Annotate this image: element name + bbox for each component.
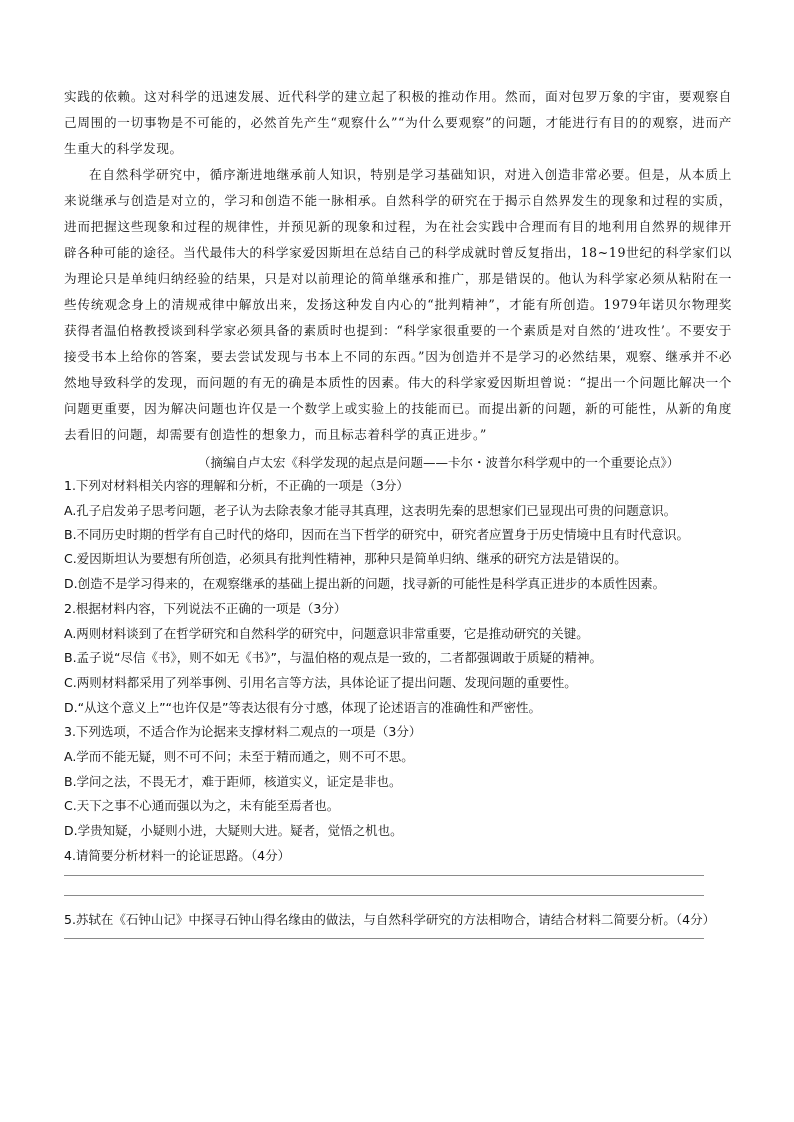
article-source: （摘编自卢太宏《科学发现的起点是问题——卡尔・波普尔科学观中的一个重要论点》）	[198, 455, 680, 470]
answer-line[interactable]	[64, 895, 704, 896]
question-4	[64, 844, 732, 896]
option-c[interactable]: C.爱因斯坦认为要想有所创造，必须具有批判性精神，那种只是简单归纳、继承的研究方法是错误的。	[64, 551, 627, 567]
option-b[interactable]: B.不同历史时期的哲学有自己时代的烙印，因而在当下哲学的研究中，研究者应置身于历史情境中且有时代意识。	[64, 527, 690, 543]
option-d[interactable]: D.“从这个意义上”“也许仅是”等表达很有分寸感，体现了论述语言的准确性和严密性。	[64, 699, 542, 715]
question-stem: 5.苏轼在《石钟山记》中探寻石钟山得名缘由的做法，与自然科学研究的方法相吻合，请结合材料二简要分析。（4分）	[64, 911, 716, 927]
option-d[interactable]: D.创造不是学习得来的，在观察继承的基础上提出新的问题，找寻新的可能性是科学真正进步的本质性因素。	[64, 576, 666, 592]
exam-page	[64, 84, 732, 939]
question-stem: 3.下列选项，不适合作为论据来支撑材料二观点的一项是（3分）	[64, 724, 422, 740]
option-b[interactable]: B.孟子说“尽信《书》，则不如无《书》”，与温伯格的观点是一致的，二者都强调敢于质疑的精神。	[64, 650, 603, 666]
option-c[interactable]: C.两则材料都采用了列举事例、引用名言等方法，具体论证了提出问题、发现问题的重要性。	[64, 674, 577, 690]
article-paragraph-1: 实践的依赖。这对科学的迅速发展、近代科学的建立起了积极的推动作用。然而，面对包罗万象的宇宙，要观察自己周围的一切事物是不可能的，必然首先产生“观察什么”“为什么要观察”的问题，才能进行有目的的观察，进而产生重大的科学发现。	[64, 89, 732, 156]
question-3	[64, 720, 732, 844]
answer-line[interactable]	[64, 875, 704, 876]
option-b[interactable]: B.学问之法，不畏无才，难于距师，核道实义，证定是非也。	[64, 773, 402, 789]
question-1	[64, 474, 732, 597]
option-a[interactable]: A.孔子启发弟子思考问题，老子认为去除表象才能寻其真理，这表明先秦的思想家们已显现出可贵的问题意识。	[64, 502, 677, 518]
question-2	[64, 597, 732, 721]
question-list	[64, 474, 732, 939]
question-stem: 4.请简要分析材料一的论证思路。（4分）	[64, 847, 291, 863]
question-stem: 1.下列对材料相关内容的理解和分析，不正确的一项是（3分）	[64, 478, 409, 493]
option-a[interactable]: A.学而不能无疑，则不可不问；未至于精而通之，则不可不思。	[64, 749, 414, 765]
answer-line[interactable]	[64, 938, 704, 939]
option-c[interactable]: C.天下之事不心通而强以为之，未有能至焉者也。	[64, 798, 340, 814]
option-a[interactable]: A.两则材料谈到了在哲学研究和自然科学的研究中，问题意识非常重要，它是推动研究的关键。	[64, 625, 589, 641]
question-5	[64, 908, 732, 940]
question-stem: 2.根据材料内容，下列说法不正确的一项是（3分）	[64, 600, 347, 616]
reading-material	[64, 84, 732, 474]
article-paragraph-2: 在自然科学研究中，循序渐进地继承前人知识，特别是学习基础知识，对进入创造非常必要。但是，从本质上来说继承与创造是对立的，学习和创造不能一脉相承。自然科学的研究在于揭示自然界发生的现象和过程的实质，进而把握这些现象和过程的规律性，并预见新的现象和过程，为在社会实践中合理而有目的地利用自然界的规律开辟各种可能的途径。当代最伟大的科学家爱因斯坦在总结自己的科学成就时曾反复指出，18~19世纪的科学家们以为理论只是单纯归纳经验的结果，只是对以前理论的简单继承和推广，那是错误的。他认为科学家必须从粘附在一些传统观念身上的清规戒律中解放出来，发扬这种发自内心的“批判精神”，才能有所创造。1979年诺贝尔物理奖获得者温伯格教授谈到科学家必须具备的素质时也提到：“科学家很重要的一个素质是对自然的‘进攻性’。不要安于接受书本上给你的答案，要去尝试发现与书本上不同的东西。”因为创造并不是学习的必然结果，观察、继承并不必然地导致科学的发现，而问题的有无的确是本质性的因素。伟大的科学家爱因斯坦曾说：“提出一个问题比解决一个问题更重要，因为解决问题也许仅是一个数学上或实验上的技能而已。而提出新的问题，新的可能性，从新的角度去看旧的问题，却需要有创造性的想象力，而且标志着科学的真正进步。”	[64, 167, 732, 442]
option-d[interactable]: D.学贵知疑，小疑则小进，大疑则大进。疑者，觉悟之机也。	[64, 823, 403, 839]
